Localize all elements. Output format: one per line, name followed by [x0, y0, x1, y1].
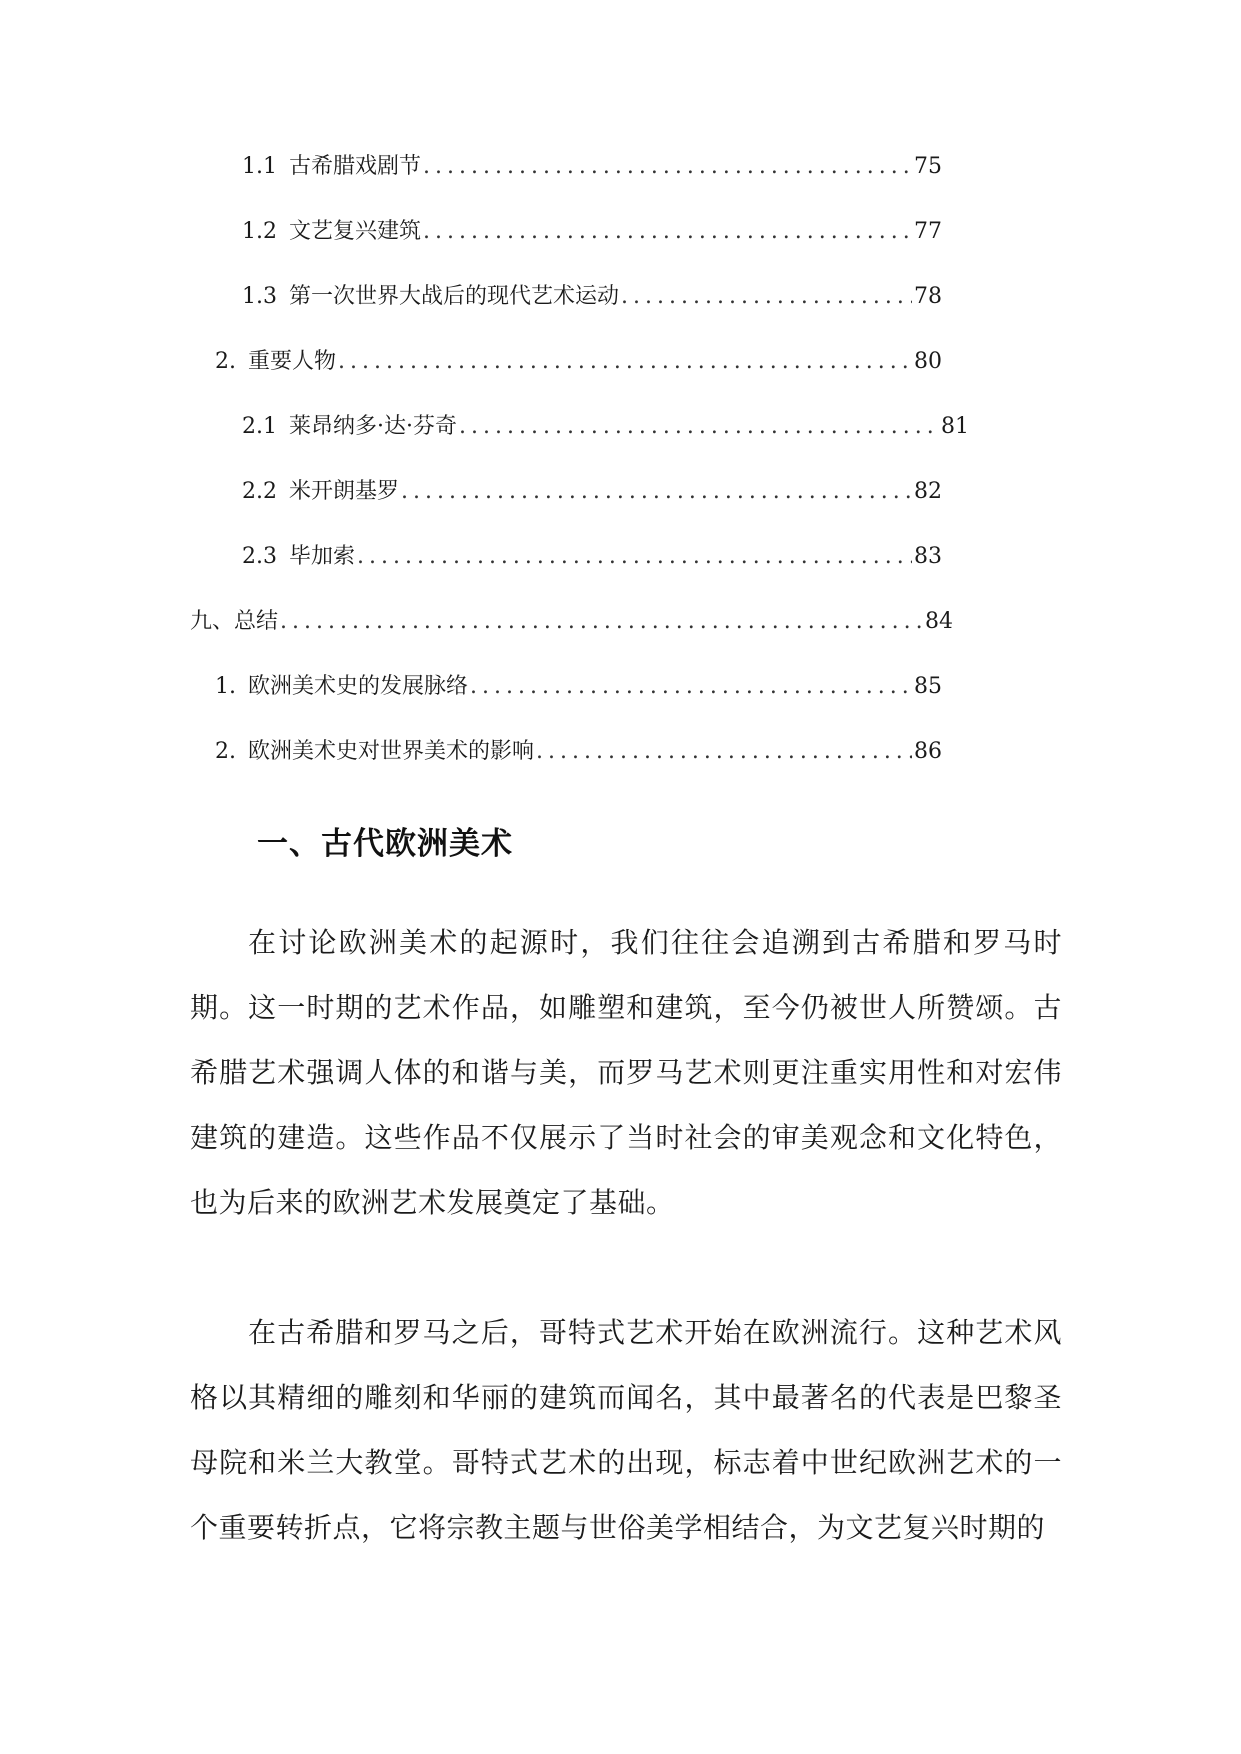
toc-leader-dots	[357, 542, 912, 572]
toc-entry-title: 古希腊戏剧节	[289, 154, 422, 179]
toc-leader-dots	[423, 217, 912, 247]
toc-entry-page: 81	[941, 414, 969, 439]
toc-entry-title: 莱昂纳多·达·芬奇	[289, 414, 457, 439]
toc-entry[interactable]	[242, 412, 969, 442]
toc-entry-page: 84	[925, 609, 953, 634]
toc-entry-number: 2.1	[242, 414, 277, 439]
toc-entry-page: 78	[914, 284, 942, 309]
toc-entry[interactable]	[215, 672, 942, 702]
toc-entry-number: 1.3	[242, 284, 277, 309]
toc-entry[interactable]	[242, 477, 942, 507]
toc-entry[interactable]	[242, 217, 942, 247]
toc-leader-dots	[536, 737, 912, 767]
toc-entry-number: 1.1	[242, 154, 277, 179]
toc-entry[interactable]	[215, 737, 942, 767]
toc-entry-number: 2.	[215, 739, 236, 764]
toc-entry-title: 毕加索	[289, 544, 356, 569]
body-paragraph: 在讨论欧洲美术的起源时，我们往往会追溯到古希腊和罗马时期。这一时期的艺术作品，如雕塑和建筑，至今仍被世人所赞颂。古希腊艺术强调人体的和谐与美，而罗马艺术则更注重实用性和对宏伟建筑的建造。这些作品不仅展示了当时社会的审美观念和文化特色，也为后来的欧洲艺术发展奠定了基础。	[190, 926, 1062, 1219]
toc-entry-title: 九、总结	[190, 609, 279, 634]
body-paragraph: 在古希腊和罗马之后，哥特式艺术开始在欧洲流行。这种艺术风格以其精细的雕刻和华丽的建筑而闻名，其中最著名的代表是巴黎圣母院和米兰大教堂。哥特式艺术的出现，标志着中世纪欧洲艺术的一个重要转折点，它将宗教主题与世俗美学相结合，为文艺复兴时期的	[190, 1316, 1062, 1544]
toc-entry-title: 第一次世界大战后的现代艺术运动	[289, 284, 620, 309]
toc-leader-dots	[280, 607, 923, 637]
toc-leader-dots	[621, 282, 912, 312]
toc-entry-number: 2.2	[242, 479, 277, 504]
toc-entry[interactable]	[242, 152, 942, 182]
toc-leader-dots	[459, 412, 939, 442]
toc-leader-dots	[423, 152, 912, 182]
section-heading: 一、古代欧洲美术	[257, 826, 513, 862]
toc-entry[interactable]	[242, 542, 942, 572]
toc-entry[interactable]	[190, 607, 953, 637]
toc-entry-title: 重要人物	[248, 349, 337, 374]
toc-entry-number: 1.2	[242, 219, 277, 244]
toc-leader-dots	[401, 477, 912, 507]
toc-entry-page: 86	[914, 739, 942, 764]
toc-entry-page: 80	[914, 349, 942, 374]
toc-leader-dots	[470, 672, 912, 702]
toc-entry-title: 欧洲美术史的发展脉络	[248, 674, 469, 699]
toc-entry-title: 米开朗基罗	[289, 479, 400, 504]
toc-entry-number: 1.	[215, 674, 236, 699]
toc-leader-dots	[338, 347, 912, 377]
toc-entry-title: 文艺复兴建筑	[289, 219, 422, 244]
toc-entry-title: 欧洲美术史对世界美术的影响	[248, 739, 535, 764]
toc-entry-page: 82	[914, 479, 942, 504]
toc-entry-page: 75	[914, 154, 942, 179]
toc-entry-page: 77	[914, 219, 942, 244]
toc-entry-number: 2.3	[242, 544, 277, 569]
toc-entry[interactable]	[242, 282, 942, 312]
toc-entry-page: 85	[914, 674, 942, 699]
toc-entry[interactable]	[215, 347, 942, 377]
toc-entry-number: 2.	[215, 349, 236, 374]
toc-entry-page: 83	[914, 544, 942, 569]
